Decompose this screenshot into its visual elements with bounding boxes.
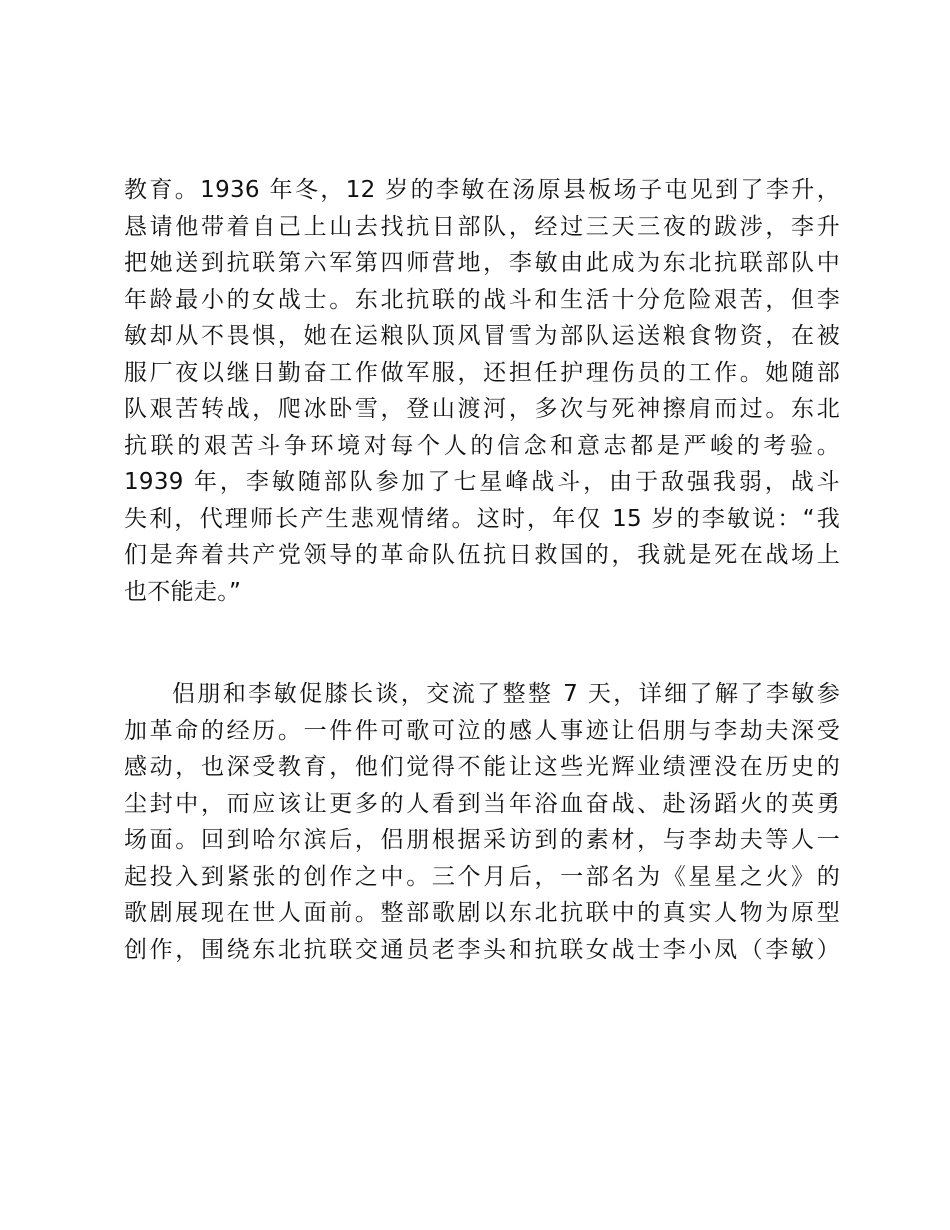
text-line: 1939 年，李敏随部队参加了七星峰战斗，由于敌强我弱，战斗 <box>124 469 840 495</box>
text-line: 恳请他带着自己上山去找抗日部队，经过三天三夜的跋涉，李升 <box>124 213 840 240</box>
text-line: 起投入到紧张的创作之中。三个月后，一部名为《星星之火》的 <box>124 863 840 890</box>
text-line: 侣朋和李敏促膝长谈，交流了整整 7 天，详细了解了李敏参 <box>172 681 840 707</box>
text-line: 尘封中，而应该让更多的人看到当年浴血奋战、赴汤蹈火的英勇 <box>124 790 840 817</box>
text-line: 们是奔着共产党领导的革命队伍抗日救国的，我就是死在战场上 <box>124 542 840 568</box>
paragraph-1 <box>124 172 840 610</box>
text-line: 服厂夜以继日勤奋工作做军服，还担任护理伤员的工作。她随部 <box>124 359 840 386</box>
text-line: 队艰苦转战，爬冰卧雪，登山渡河，多次与死神擦肩而过。东北 <box>124 396 840 422</box>
text-line: 创作，围绕东北抗联交通员老李头和抗联女战士李小凤（李敏） <box>124 936 840 963</box>
text-line: 加革命的经历。一件件可歌可泣的感人事迹让侣朋与李劫夫深受 <box>124 717 840 744</box>
text-line: 歌剧展现在世人面前。整部歌剧以东北抗联中的真实人物为原型 <box>124 900 840 926</box>
text-line: 年龄最小的女战士。东北抗联的战斗和生活十分危险艰苦，但李 <box>124 286 840 313</box>
text-line: 教育。1936 年冬，12 岁的李敏在汤原县板场子屯见到了李升， <box>124 177 840 203</box>
text-line: 也不能走。” <box>124 578 242 605</box>
text-line: 把她送到抗联第六军第四师营地，李敏由此成为东北抗联部队中 <box>124 250 840 276</box>
paragraph-2 <box>124 676 840 968</box>
text-line: 敏却从不畏惧，她在运粮队顶风冒雪为部队运送粮食物资，在被 <box>124 323 840 349</box>
text-line: 失利，代理师长产生悲观情绪。这时，年仅 15 岁的李敏说：“我 <box>124 505 840 532</box>
text-line: 抗联的艰苦斗争环境对每个人的信念和意志都是严峻的考验。 <box>124 432 840 459</box>
text-line: 场面。回到哈尔滨后，侣朋根据采访到的素材，与李劫夫等人一 <box>124 827 840 853</box>
text-line: 感动，也深受教育，他们觉得不能让这些光辉业绩湮没在历史的 <box>124 754 840 780</box>
